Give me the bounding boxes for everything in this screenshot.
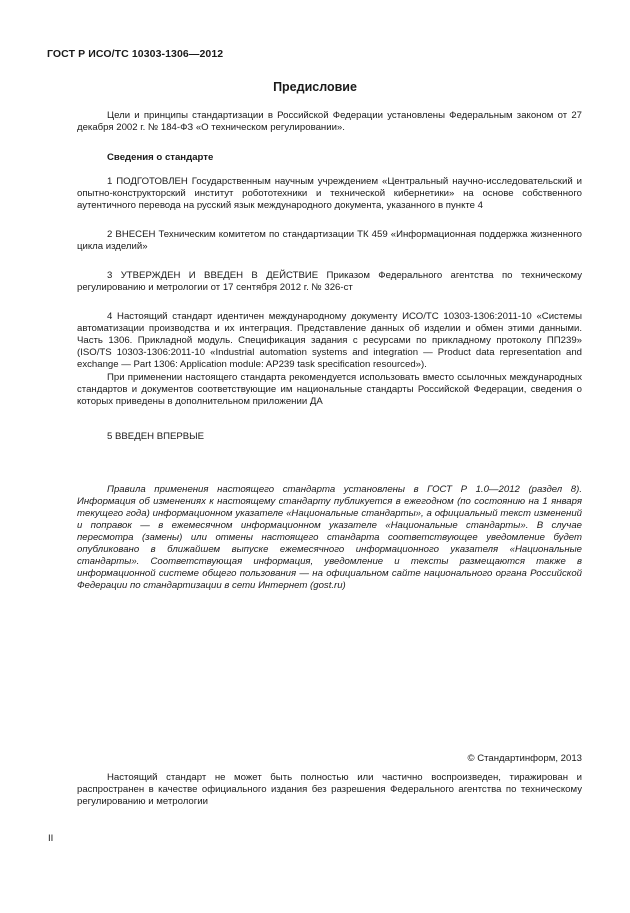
application-rules-notice: Правила применения настоящего стандарта установлены в ГОСТ Р 1.0—2012 (раздел 8). Информация об изменениях к настоящему стандарту публикуется в ежегодном (по состоянию на 1 января текущего года) информационном указателе «Национальные стандарты», а официальный текст изменений и поправок — в ежемесячном информационном указателе «Национальные стандарты». В случае пересмотра (замены) или отмены настоящего стандарта соответствующее уведомление будет опубликовано в ближайшем выпуске ежемесячного информационного указателя «Национальные стандарты». Соответствующая информация, уведомление и тексты размещаются также в информационной системе общего пользования — на официальном сайте национального органа Российской Федерации по стандартизации в сети Интернет (gost.ru) xyxy=(77,484,582,591)
document-code-header: ГОСТ Р ИСО/ТС 10303-1306—2012 xyxy=(47,48,224,60)
item-1-paragraph: 1 ПОДГОТОВЛЕН Государственным научным учреждением «Центральный научно-исследовательский и опытно-конструкторский институт робототехники и технической кибернетики» на основе собственного аутентичного перевода на русский язык международного документа, указанного в пункте 4 xyxy=(77,176,582,211)
copyright-line: © Стандартинформ, 2013 xyxy=(467,753,582,764)
intro-paragraph: Цели и принципы стандартизации в Российской Федерации установлены Федеральным законом от 27 декабря 2002 г. № 184-ФЗ «О техническом регулировании». xyxy=(77,110,582,133)
item-2-paragraph: 2 ВНЕСЕН Техническим комитетом по стандартизации ТК 459 «Информационная поддержка жизненного цикла изделий» xyxy=(77,229,582,252)
page-number: II xyxy=(48,833,54,844)
item-5-paragraph: 5 ВВЕДЕН ВПЕРВЫЕ xyxy=(107,431,205,442)
page-title: Предисловие xyxy=(273,80,357,94)
section-heading: Сведения о стандарте xyxy=(107,152,214,163)
item-3-paragraph: 3 УТВЕРЖДЕН И ВВЕДЕН В ДЕЙСТВИЕ Приказом Федерального агентства по техническому регулированию и метрологии от 17 сентября 2012 г. № 326-ст xyxy=(77,270,582,293)
reproduction-notice: Настоящий стандарт не может быть полностью или частично воспроизведен, тиражирован и распространен в качестве официального издания без разрешения Федерального агентства по техническому регулированию и метрологии xyxy=(77,772,582,807)
references-paragraph: При применении настоящего стандарта рекомендуется использовать вместо ссылочных международных стандартов и документов соответствующие им национальные стандарты Российской Федерации, сведения о которых приведены в дополнительном приложении ДА xyxy=(77,372,582,407)
item-4-paragraph: 4 Настоящий стандарт идентичен международному документу ИСО/ТС 10303-1306:2011-10 «Системы автоматизации производства и их интеграция. Представление данных об изделии и обмен этими данными. Часть 1306. Прикладной модуль. Спецификация задания с ресурсами по прикладному протоколу ПП239» (ISO/TS 10303-1306:2011-10 «Industrial automation systems and integration — Product data representation and exchange — Part 1306: Application module: AP239 task specification resourced»). xyxy=(77,311,582,370)
